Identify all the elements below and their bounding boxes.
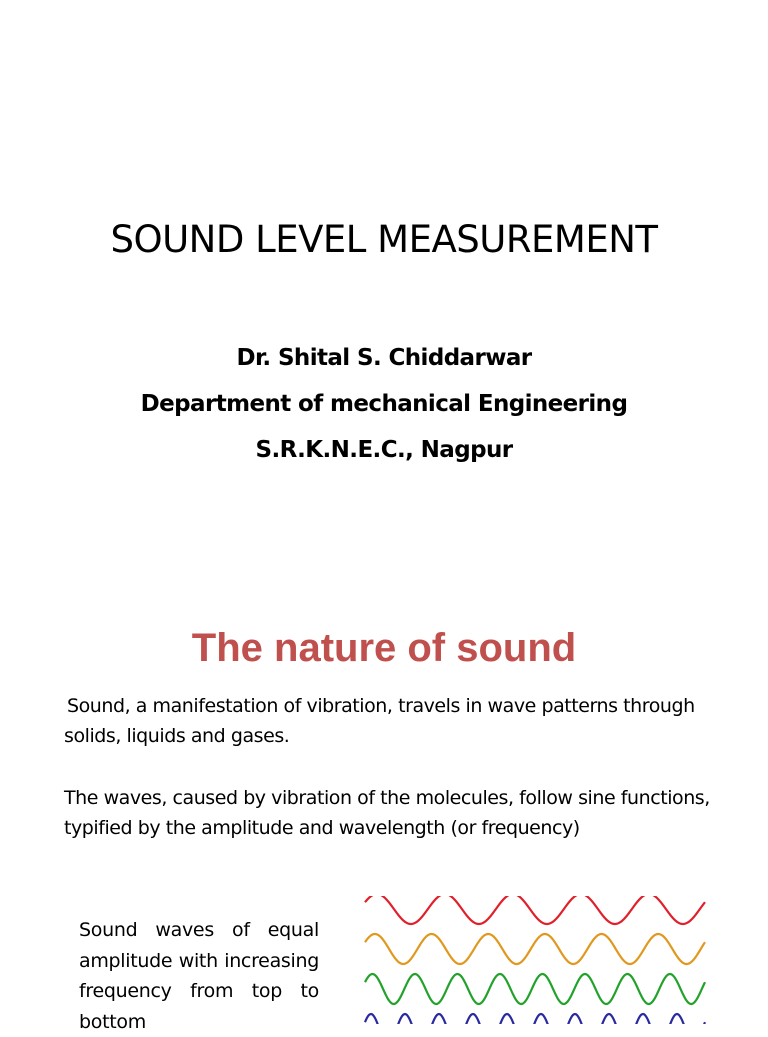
slide-title: SOUND LEVEL MEASUREMENT <box>110 218 658 261</box>
sine-wave-2 <box>365 934 705 964</box>
waves-caption: Sound waves of equal amplitude with increasing frequency from top to bottom <box>79 919 319 1033</box>
sine-wave-3 <box>365 974 705 1004</box>
sine-wave-4 <box>365 1014 705 1024</box>
paragraph-vibration: Sound, a manifestation of vibration, travels in wave patterns through solids, liquids and gases. <box>64 695 695 747</box>
author-institution: S.R.K.N.E.C., Nagpur <box>255 437 513 463</box>
author-department: Department of mechanical Engineering <box>140 391 628 417</box>
paragraph-sine-functions: The waves, caused by vibration of the molecules, follow sine functions, typified by the amplitude and wavelength (or frequency) <box>64 787 710 839</box>
slide-heading: The nature of sound <box>191 626 577 670</box>
author-name: Dr. Shital S. Chiddarwar <box>236 345 532 371</box>
sine-wave-1 <box>365 896 705 924</box>
content-slide <box>0 576 768 1033</box>
sine-waves-illustration <box>360 896 710 1024</box>
author-block <box>0 335 768 473</box>
